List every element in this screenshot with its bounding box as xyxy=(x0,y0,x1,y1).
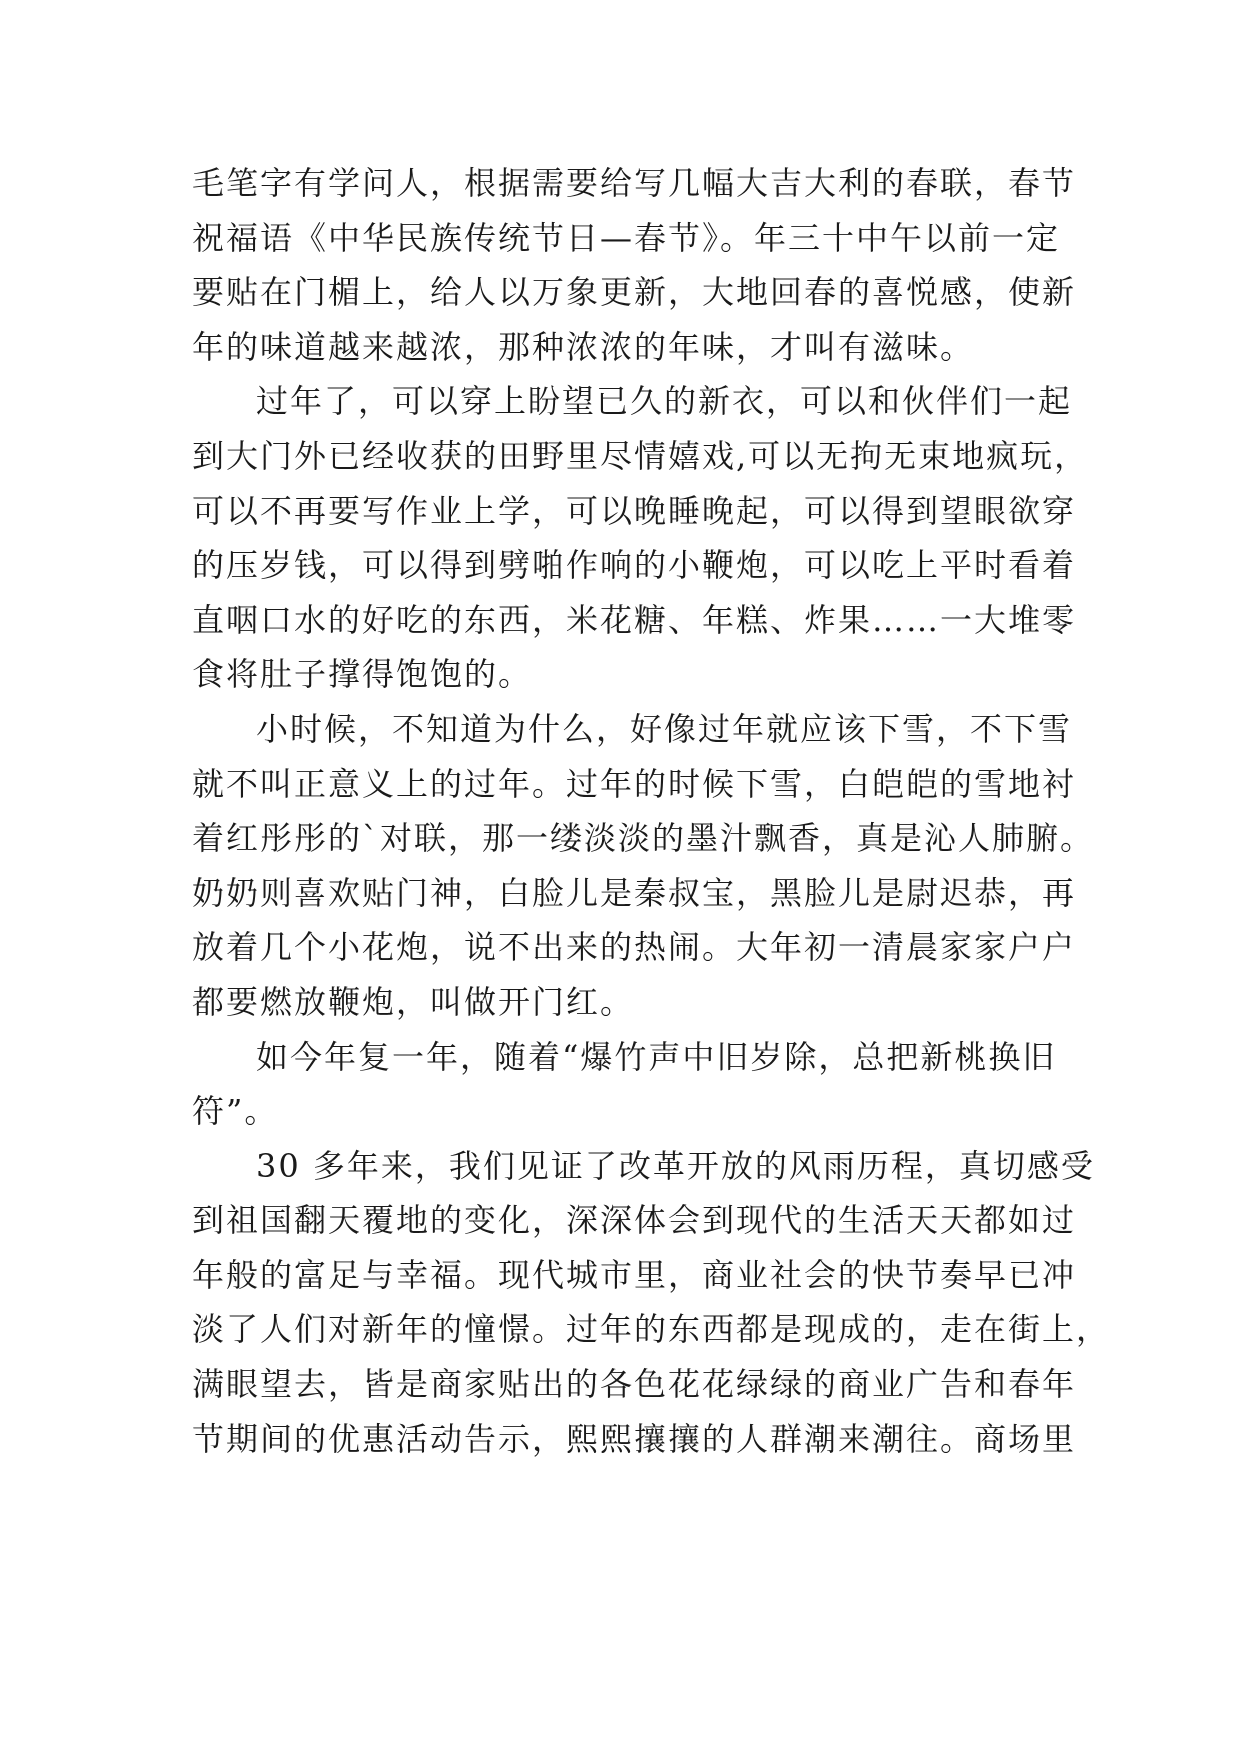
paragraph-first-line: 30 多年来，我们见证了改革开放的风雨历程，真切感受 xyxy=(256,1146,1095,1185)
text-line: 年般的富足与幸福。现代城市里，商业社会的快节奏早已冲 xyxy=(192,1255,1077,1294)
text-line: 要贴在门楣上，给人以万象更新，大地回春的喜悦感，使新 xyxy=(192,273,1077,312)
text-line: 节期间的优惠活动告示，熙熙攘攘的人群潮来潮往。商场里 xyxy=(192,1419,1077,1458)
text-line: 都要燃放鞭炮，叫做开门红。 xyxy=(192,982,635,1021)
text-line: 就不叫正意义上的过年。过年的时候下雪，白皑皑的雪地衬 xyxy=(192,764,1077,803)
text-line: 食将肚子撑得饱饱的。 xyxy=(192,655,533,694)
text-line: 满眼望去，皆是商家贴出的各色花花绿绿的商业广告和春年 xyxy=(192,1365,1077,1404)
text-line: 符”。 xyxy=(192,1092,279,1131)
text-line: 年的味道越来越浓，那种浓浓的年味，才叫有滋味。 xyxy=(192,327,975,366)
text-line: 祝福语《中华民族传统节日—春节》。年三十中午以前一定 xyxy=(192,218,1061,257)
text-line: 毛笔字有学问人，根据需要给写几幅大吉大利的春联，春节 xyxy=(192,164,1077,202)
text-line: 到祖国翻天覆地的变化，深深体会到现代的生活天天都如过 xyxy=(192,1201,1077,1240)
text-line: 可以不再要写作业上学，可以晚睡晚起，可以得到望眼欲穿 xyxy=(192,491,1077,530)
text-line: 的压岁钱，可以得到劈啪作响的小鞭炮，可以吃上平时看着 xyxy=(192,546,1077,585)
paragraph-first-line: 过年了，可以穿上盼望已久的新衣，可以和伙伴们一起 xyxy=(256,382,1073,421)
text-line: 直咽口水的好吃的东西，米花糖、年糕、炸果……一大堆零 xyxy=(192,600,1077,639)
text-line: 放着几个小花炮，说不出来的热闹。大年初一清晨家家户户 xyxy=(192,928,1077,967)
paragraph-first-line: 小时候，不知道为什么，好像过年就应该下雪，不下雪 xyxy=(256,709,1073,748)
text-line: 到大门外已经收获的田野里尽情嬉戏,可以无拘无束地疯玩， xyxy=(192,436,1089,475)
text-line: 奶奶则喜欢贴门神，白脸儿是秦叔宝，黑脸儿是尉迟恭，再 xyxy=(192,873,1077,912)
document-body xyxy=(192,156,1111,1466)
text-line: 着红彤彤的`对联，那一缕淡淡的墨汁飘香，真是沁人肺腑。 xyxy=(192,819,1095,858)
paragraph-first-line: 如今年复一年，随着“爆竹声中旧岁除，总把新桃换旧 xyxy=(256,1037,1057,1076)
text-line: 淡了人们对新年的憧憬。过年的东西都是现成的，走在街上， xyxy=(192,1310,1111,1349)
